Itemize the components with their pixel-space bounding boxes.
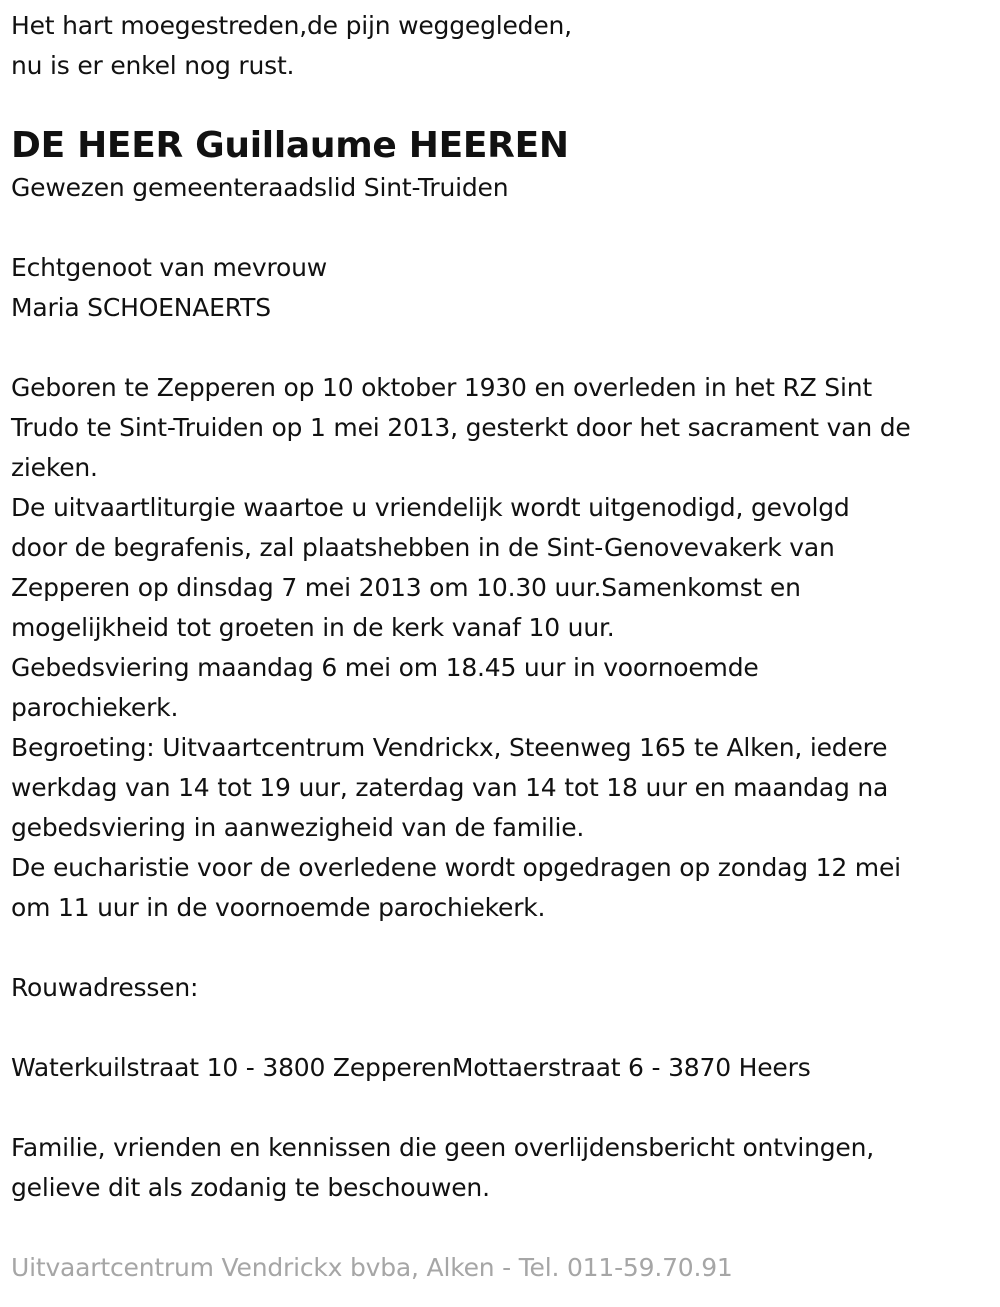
body-line: Geboren te Zepperen op 10 oktober 1930 en overleden in het RZ Sint (11, 373, 872, 402)
obituary-body (11, 368, 996, 928)
body-line: zieken. (11, 453, 98, 482)
addresses-line: Waterkuilstraat 10 - 3800 ZepperenMottaerstraat 6 - 3870 Heers (11, 1053, 811, 1082)
motto-line: Het hart moegestreden,de pijn weggegleden, (11, 11, 572, 40)
motto (11, 6, 996, 86)
body-line: parochiekerk. (11, 693, 179, 722)
body-line: Trudo te Sint-Truiden op 1 mei 2013, gesterkt door het sacrament van de (11, 413, 911, 442)
body-line: door de begrafenis, zal plaatshebben in de Sint-Genovevakerk van (11, 533, 835, 562)
body-line: gebedsviering in aanwezigheid van de familie. (11, 813, 585, 842)
body-line: werkdag van 14 tot 19 uur, zaterdag van 14 tot 18 uur en maandag na (11, 773, 889, 802)
body-line: Begroeting: Uitvaartcentrum Vendrickx, Steenweg 165 te Alken, iedere (11, 733, 888, 762)
notice (11, 1128, 996, 1208)
body-line: Zepperen op dinsdag 7 mei 2013 om 10.30 uur.Samenkomst en (11, 573, 801, 602)
obituary-notice (11, 6, 996, 1288)
spouse-name: Maria SCHOENAERTS (11, 293, 271, 322)
body-line: mogelijkheid tot groeten in de kerk vanaf 10 uur. (11, 613, 615, 642)
funeral-home-footer: Uitvaartcentrum Vendrickx bvba, Alken - Tel. 011-59.70.91 (11, 1253, 733, 1282)
deceased-role: Gewezen gemeenteraadslid Sint-Truiden (11, 173, 509, 202)
body-line: Gebedsviering maandag 6 mei om 18.45 uur in voornoemde (11, 653, 759, 682)
spouse-line: Echtgenoot van mevrouw (11, 253, 327, 282)
deceased-name: DE HEER Guillaume HEEREN (11, 125, 569, 166)
body-line: De uitvaartliturgie waartoe u vriendelijk wordt uitgenodigd, gevolgd (11, 493, 850, 522)
motto-line: nu is er enkel nog rust. (11, 51, 295, 80)
addresses-heading: Rouwadressen: (11, 973, 199, 1002)
body-line: om 11 uur in de voornoemde parochiekerk. (11, 893, 546, 922)
notice-line: gelieve dit als zodanig te beschouwen. (11, 1173, 490, 1202)
spouse (11, 248, 996, 328)
body-line: De eucharistie voor de overledene wordt opgedragen op zondag 12 mei (11, 853, 901, 882)
notice-line: Familie, vrienden en kennissen die geen overlijdensbericht ontvingen, (11, 1133, 875, 1162)
